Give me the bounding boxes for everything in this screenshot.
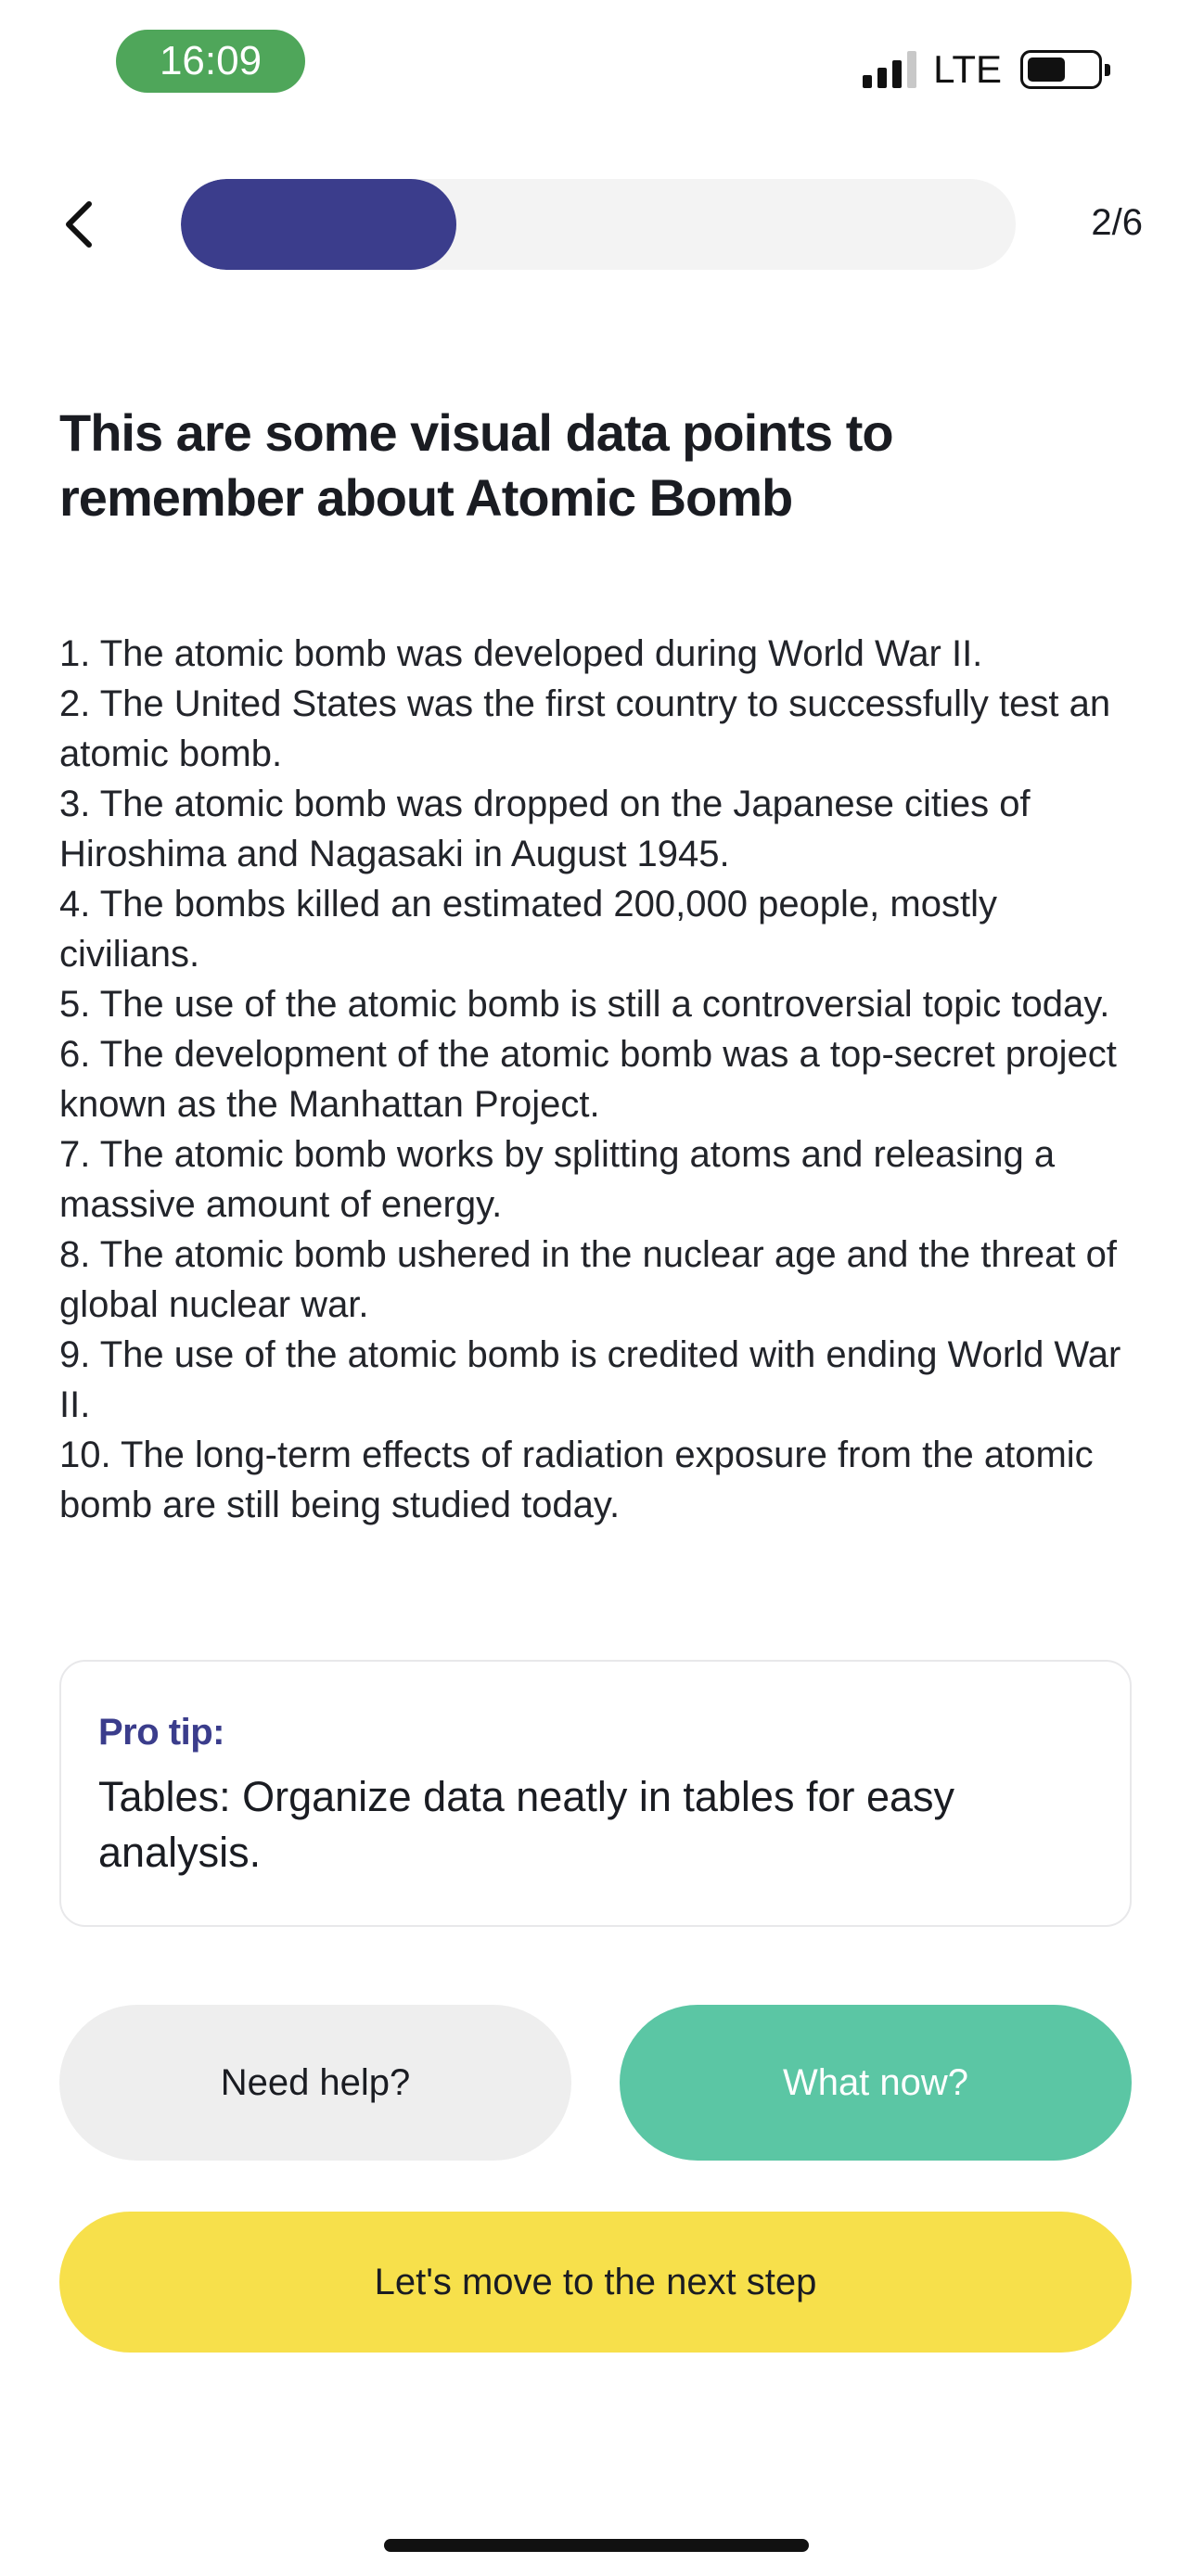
- lesson-progress-fill: [181, 179, 456, 270]
- fact-item: 6. The development of the atomic bomb was a top-secret project known as the Manhattan Project.: [59, 1034, 1117, 1125]
- fact-item: 3. The atomic bomb was dropped on the Japanese cities of Hiroshima and Nagasaki in August 1945.: [59, 784, 1031, 874]
- fact-item: 2. The United States was the first country to successfully test an atomic bomb.: [59, 683, 1111, 774]
- need-help-button[interactable]: Need help?: [59, 2005, 571, 2161]
- signal-bars-icon: [863, 51, 916, 88]
- fact-item: 9. The use of the atomic bomb is credited with ending World War II.: [59, 1334, 1121, 1425]
- chevron-left-icon: [58, 197, 104, 252]
- fact-item: 7. The atomic bomb works by splitting atoms and releasing a massive amount of energy.: [59, 1134, 1056, 1225]
- status-time: 16:09: [116, 30, 305, 93]
- fact-item: 4. The bombs killed an estimated 200,000 people, mostly civilians.: [59, 884, 997, 975]
- pro-tip-card: [59, 1660, 1132, 1927]
- step-counter: 2/6: [1091, 202, 1143, 243]
- pro-tip-label: Pro tip:: [98, 1712, 224, 1753]
- next-step-button[interactable]: Let's move to the next step: [59, 2212, 1132, 2353]
- facts-list: [59, 629, 1135, 1530]
- battery-icon: [1020, 50, 1102, 89]
- pro-tip-text: Tables: Organize data neatly in tables for easy analysis.: [98, 1773, 955, 1876]
- fact-item: 1. The atomic bomb was developed during World War II.: [59, 633, 983, 674]
- network-type: LTE: [933, 47, 1002, 91]
- back-button[interactable]: [58, 197, 104, 252]
- fact-item: 8. The atomic bomb ushered in the nuclear age and the threat of global nuclear war.: [59, 1234, 1117, 1325]
- what-now-button[interactable]: What now?: [620, 2005, 1132, 2161]
- lesson-progress-bar: [181, 179, 1016, 270]
- page-title: This are some visual data points to remember about Atomic Bomb: [59, 403, 893, 527]
- fact-item: 5. The use of the atomic bomb is still a controversial topic today.: [59, 984, 1110, 1025]
- status-indicators: [863, 46, 1102, 93]
- home-indicator[interactable]: [384, 2539, 809, 2552]
- fact-item: 10. The long-term effects of radiation exposure from the atomic bomb are still being studied today.: [59, 1435, 1094, 1525]
